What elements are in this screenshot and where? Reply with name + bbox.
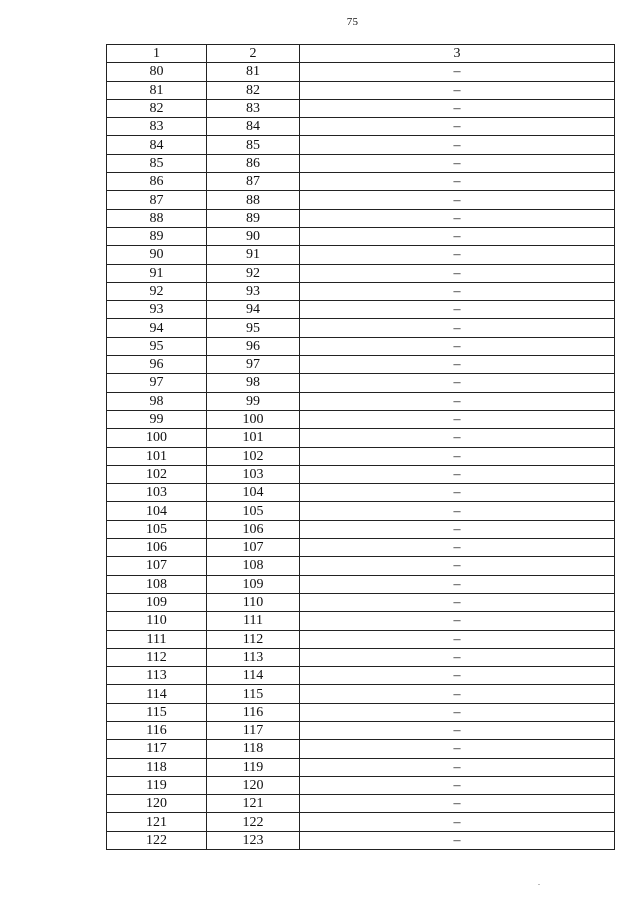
table-cell-col-1: 114 [107, 685, 207, 703]
page-number: 75 [346, 16, 359, 28]
table-cell-col-3: – [300, 831, 615, 849]
table-cell-col-2: 109 [207, 575, 300, 593]
table-cell-col-3: – [300, 410, 615, 428]
table-row [107, 154, 615, 172]
table-row [107, 776, 615, 794]
table-cell-col-1: 99 [107, 410, 207, 428]
table-cell-col-1: 88 [107, 209, 207, 227]
table-cell-col-1: 106 [107, 539, 207, 557]
table-cell-col-3: – [300, 721, 615, 739]
table-row [107, 282, 615, 300]
table-cell-col-2: 112 [207, 630, 300, 648]
table-cell-col-1: 111 [107, 630, 207, 648]
table-cell-col-1: 118 [107, 758, 207, 776]
table-cell-col-2: 113 [207, 648, 300, 666]
table-cell-col-1: 96 [107, 356, 207, 374]
table-cell-col-3: – [300, 612, 615, 630]
table-cell-col-1: 105 [107, 520, 207, 538]
table-row [107, 813, 615, 831]
table-cell-col-1: 82 [107, 99, 207, 117]
table-cell-col-3: – [300, 173, 615, 191]
table-body [107, 63, 615, 850]
table-cell-col-3: – [300, 740, 615, 758]
table-cell-col-3: – [300, 776, 615, 794]
table-cell-col-2: 107 [207, 539, 300, 557]
table-cell-col-1: 93 [107, 301, 207, 319]
table-cell-col-1: 115 [107, 703, 207, 721]
table-cell-col-2: 117 [207, 721, 300, 739]
table-cell-col-3: – [300, 191, 615, 209]
table-cell-col-2: 81 [207, 63, 300, 81]
table-cell-col-3: – [300, 575, 615, 593]
table-cell-col-3: – [300, 246, 615, 264]
table-cell-col-2: 99 [207, 392, 300, 410]
table-cell-col-3: – [300, 758, 615, 776]
table-row [107, 356, 615, 374]
table-cell-col-2: 91 [207, 246, 300, 264]
table-row [107, 410, 615, 428]
table-row [107, 667, 615, 685]
table-cell-col-2: 120 [207, 776, 300, 794]
table-cell-col-2: 104 [207, 484, 300, 502]
table-cell-col-3: – [300, 282, 615, 300]
table-cell-col-2: 116 [207, 703, 300, 721]
table-cell-col-3: – [300, 374, 615, 392]
table-cell-col-1: 86 [107, 173, 207, 191]
table-cell-col-3: – [300, 227, 615, 245]
table-cell-col-1: 110 [107, 612, 207, 630]
table-cell-col-2: 115 [207, 685, 300, 703]
table-row [107, 319, 615, 337]
table-cell-col-2: 98 [207, 374, 300, 392]
table-cell-col-3: – [300, 557, 615, 575]
scan-speck [538, 884, 540, 885]
table-row [107, 99, 615, 117]
table-cell-col-1: 87 [107, 191, 207, 209]
table-cell-col-3: – [300, 118, 615, 136]
table-cell-col-3: – [300, 795, 615, 813]
table-cell-col-2: 123 [207, 831, 300, 849]
table-cell-col-2: 111 [207, 612, 300, 630]
table-cell-col-1: 85 [107, 154, 207, 172]
table-cell-col-3: – [300, 648, 615, 666]
table-row [107, 63, 615, 81]
table-row [107, 557, 615, 575]
table-cell-col-2: 110 [207, 593, 300, 611]
table-cell-col-3: – [300, 447, 615, 465]
table-cell-col-3: – [300, 593, 615, 611]
table-cell-col-1: 116 [107, 721, 207, 739]
table-cell-col-1: 95 [107, 337, 207, 355]
table-row [107, 721, 615, 739]
table-cell-col-1: 91 [107, 264, 207, 282]
table-cell-col-2: 121 [207, 795, 300, 813]
table-cell-col-1: 120 [107, 795, 207, 813]
table-cell-col-3: – [300, 356, 615, 374]
table-row [107, 740, 615, 758]
table-row [107, 301, 615, 319]
table-row [107, 264, 615, 282]
table-cell-col-1: 109 [107, 593, 207, 611]
table-row [107, 758, 615, 776]
table-row [107, 227, 615, 245]
table-row [107, 337, 615, 355]
table-cell-col-1: 80 [107, 63, 207, 81]
table-row [107, 191, 615, 209]
table-row [107, 520, 615, 538]
table-cell-col-2: 84 [207, 118, 300, 136]
table-row [107, 484, 615, 502]
table-cell-col-1: 119 [107, 776, 207, 794]
table-cell-col-2: 95 [207, 319, 300, 337]
table-cell-col-2: 94 [207, 301, 300, 319]
table-header [107, 45, 615, 63]
table-cell-col-3: – [300, 484, 615, 502]
table-cell-col-1: 102 [107, 465, 207, 483]
table-cell-col-3: – [300, 465, 615, 483]
table-cell-col-2: 90 [207, 227, 300, 245]
table-cell-col-1: 81 [107, 81, 207, 99]
table-cell-col-2: 122 [207, 813, 300, 831]
table-cell-col-2: 89 [207, 209, 300, 227]
data-table [106, 44, 615, 850]
table-cell-col-1: 112 [107, 648, 207, 666]
column-header-2: 2 [207, 45, 300, 63]
table-cell-col-2: 108 [207, 557, 300, 575]
table-cell-col-3: – [300, 539, 615, 557]
table-cell-col-3: – [300, 154, 615, 172]
table-cell-col-2: 106 [207, 520, 300, 538]
table-cell-col-1: 100 [107, 429, 207, 447]
table-cell-col-2: 88 [207, 191, 300, 209]
table-cell-col-2: 96 [207, 337, 300, 355]
table-row [107, 136, 615, 154]
table-row [107, 612, 615, 630]
table-cell-col-3: – [300, 319, 615, 337]
table-cell-col-3: – [300, 337, 615, 355]
table-row [107, 685, 615, 703]
table-cell-col-3: – [300, 630, 615, 648]
table-cell-col-3: – [300, 520, 615, 538]
table-cell-col-3: – [300, 63, 615, 81]
table-cell-col-2: 92 [207, 264, 300, 282]
table-cell-col-3: – [300, 392, 615, 410]
table-row [107, 118, 615, 136]
table-cell-col-3: – [300, 813, 615, 831]
table-cell-col-1: 122 [107, 831, 207, 849]
table-cell-col-3: – [300, 81, 615, 99]
table-header-row [107, 45, 615, 63]
table-cell-col-3: – [300, 99, 615, 117]
table-cell-col-2: 103 [207, 465, 300, 483]
column-header-1: 1 [107, 45, 207, 63]
table-cell-col-2: 86 [207, 154, 300, 172]
table-cell-col-3: – [300, 136, 615, 154]
table-row [107, 447, 615, 465]
table-cell-col-2: 85 [207, 136, 300, 154]
table-cell-col-1: 98 [107, 392, 207, 410]
table-row [107, 429, 615, 447]
table-cell-col-3: – [300, 685, 615, 703]
table-row [107, 173, 615, 191]
table-row [107, 648, 615, 666]
table-cell-col-3: – [300, 209, 615, 227]
table-cell-col-2: 83 [207, 99, 300, 117]
table-row [107, 593, 615, 611]
table-row [107, 703, 615, 721]
table-row [107, 81, 615, 99]
table-row [107, 831, 615, 849]
table-row [107, 502, 615, 520]
table-cell-col-1: 117 [107, 740, 207, 758]
table-cell-col-1: 89 [107, 227, 207, 245]
table-cell-col-1: 121 [107, 813, 207, 831]
table-cell-col-2: 93 [207, 282, 300, 300]
table-cell-col-3: – [300, 264, 615, 282]
table-cell-col-2: 101 [207, 429, 300, 447]
table-row [107, 392, 615, 410]
table-row [107, 630, 615, 648]
table-cell-col-3: – [300, 429, 615, 447]
table-row [107, 795, 615, 813]
table-cell-col-3: – [300, 301, 615, 319]
table-cell-col-1: 97 [107, 374, 207, 392]
table-cell-col-3: – [300, 502, 615, 520]
table-row [107, 575, 615, 593]
table-cell-col-2: 82 [207, 81, 300, 99]
table-cell-col-1: 108 [107, 575, 207, 593]
table-cell-col-1: 113 [107, 667, 207, 685]
table-cell-col-1: 103 [107, 484, 207, 502]
table-cell-col-2: 102 [207, 447, 300, 465]
table-cell-col-2: 105 [207, 502, 300, 520]
table-cell-col-2: 119 [207, 758, 300, 776]
table-cell-col-1: 92 [107, 282, 207, 300]
table-cell-col-2: 114 [207, 667, 300, 685]
column-header-3: 3 [300, 45, 615, 63]
table-cell-col-3: – [300, 703, 615, 721]
table-row [107, 539, 615, 557]
table-row [107, 209, 615, 227]
table-cell-col-1: 104 [107, 502, 207, 520]
table-cell-col-2: 100 [207, 410, 300, 428]
table-cell-col-1: 107 [107, 557, 207, 575]
table-cell-col-1: 101 [107, 447, 207, 465]
table-cell-col-1: 83 [107, 118, 207, 136]
table-row [107, 465, 615, 483]
table-cell-col-1: 94 [107, 319, 207, 337]
table-cell-col-2: 118 [207, 740, 300, 758]
table-cell-col-1: 84 [107, 136, 207, 154]
table-cell-col-2: 87 [207, 173, 300, 191]
table-cell-col-1: 90 [107, 246, 207, 264]
table-cell-col-2: 97 [207, 356, 300, 374]
table-row [107, 374, 615, 392]
table-row [107, 246, 615, 264]
table-cell-col-3: – [300, 667, 615, 685]
